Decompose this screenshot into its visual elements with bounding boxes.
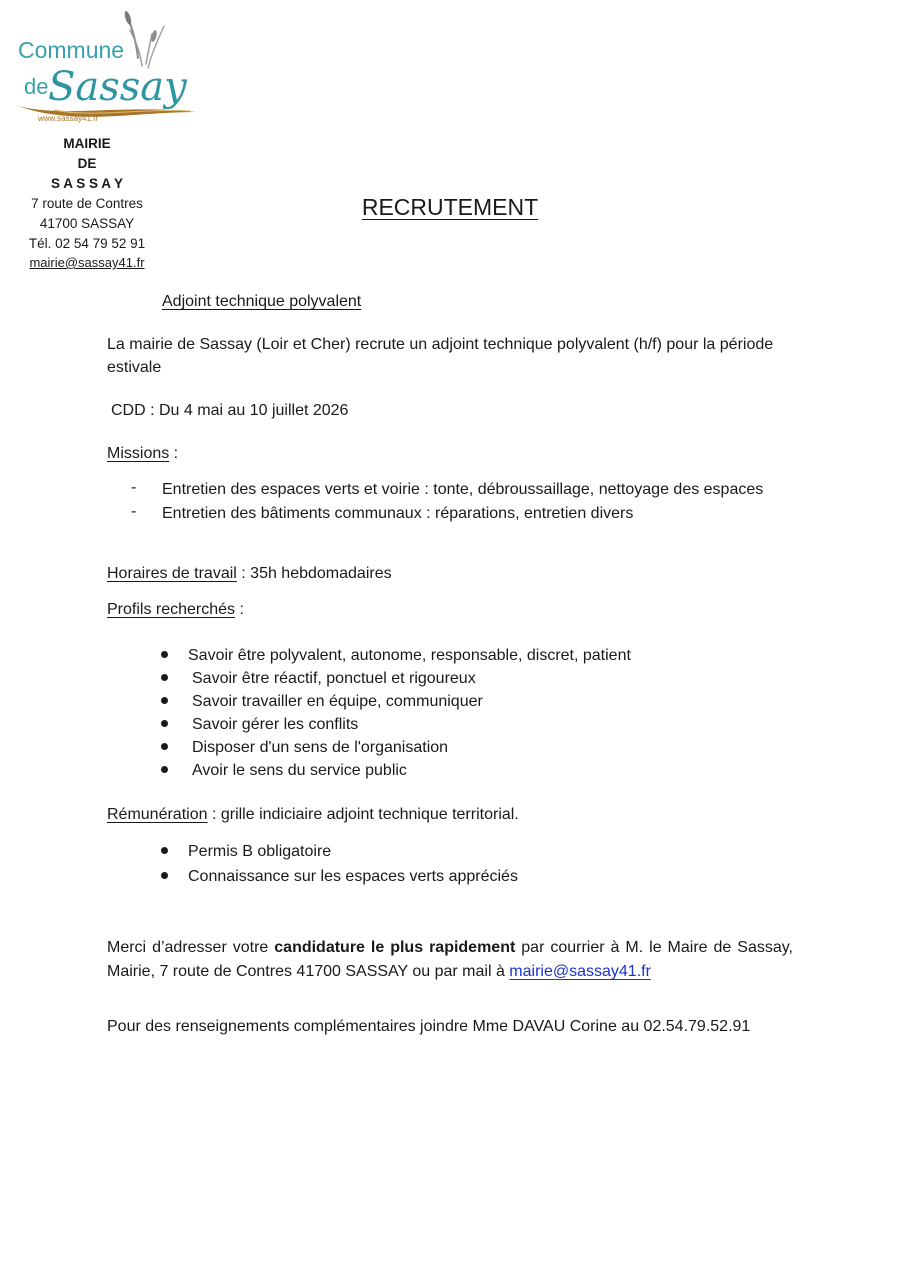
profile-item: Savoir travailler en équipe, communiquer [192, 693, 483, 710]
mission-item: Entretien des bâtiments communaux : réparations, entretien divers [162, 505, 634, 522]
logo-sassay-text: Sassay [48, 64, 187, 110]
bullet-dot [161, 847, 168, 854]
requirement-item: Permis B obligatoire [188, 843, 332, 860]
intro-line-1: La mairie de Sassay (Loir et Cher) recrute un adjoint technique polyvalent (h/f) pour la période [107, 336, 774, 353]
pay-label: Rémunération [107, 806, 208, 823]
profile-item: Disposer d'un sens de l'organisation [192, 739, 449, 756]
profiles-suffix: : [235, 601, 244, 618]
phone-number: Tél. 02 54 79 52 91 [28, 236, 146, 251]
dash-bullet: - [131, 503, 137, 520]
page-title: RECRUTEMENT [361, 194, 539, 220]
hours-value: : 35h hebdomadaires [236, 565, 392, 582]
contact-line: Pour des renseignements complémentaires joindre Mme DAVAU Corine au 02.54.79.52.91 [107, 1018, 751, 1035]
profile-item: Savoir être réactif, ponctuel et rigoureux [192, 670, 476, 687]
missions-label: Missions [107, 445, 170, 462]
reeds-icon [123, 11, 164, 68]
hours-label: Horaires de travail [107, 565, 237, 582]
bullet-dot [161, 766, 168, 773]
requirement-item: Connaissance sur les espaces verts appréciés [188, 868, 518, 885]
application-text-1: Merci d’adresser votre [107, 939, 275, 956]
job-title: Adjoint technique polyvalent [162, 293, 362, 310]
application-paragraph [107, 936, 793, 984]
mairie-label: MAIRIE [63, 136, 111, 151]
intro-line-2: estivale [107, 359, 162, 376]
profile-item: Savoir gérer les conflits [192, 716, 359, 733]
bullet-dot [161, 674, 168, 681]
application-email-link[interactable]: mairie@sassay41.fr [509, 963, 651, 980]
application-emphasis: candidature le plus rapidement [274, 939, 516, 956]
pay-line [107, 803, 519, 826]
profile-item: Savoir être polyvalent, autonome, responsable, discret, patient [188, 647, 631, 664]
bullet-dot [161, 743, 168, 750]
pay-value: : grille indiciaire adjoint technique territorial. [207, 806, 519, 823]
profiles-label: Profils recherchés [107, 601, 236, 618]
bullet-dot [161, 720, 168, 727]
address-street: 7 route de Contres [31, 196, 143, 211]
missions-suffix: : [169, 445, 179, 462]
address-city: 41700 SASSAY [39, 216, 135, 231]
missions-heading [107, 442, 178, 465]
bullet-dot [161, 651, 168, 658]
profiles-heading [107, 598, 244, 621]
bullet-dot [161, 872, 168, 879]
sassay-label: S A S S A Y [50, 176, 124, 191]
hours-line [107, 562, 392, 585]
application-text-2: par courrier à M. le Maire de Sassay, Mairie, 7 route de Contres 41700 SASSAY ou par mail à [107, 939, 794, 980]
mission-item: Entretien des espaces verts et voirie : tonte, débroussaillage, nettoyage des espaces [162, 481, 764, 498]
dash-bullet: - [131, 479, 137, 496]
de-label: DE [77, 156, 97, 171]
commune-de-sassay-logo [14, 8, 200, 126]
profile-item: Avoir le sens du service public [192, 762, 407, 779]
contract-dates: CDD : Du 4 mai au 10 juillet 2026 [111, 402, 349, 419]
logo-url-text: www.sassay41.fr [38, 114, 99, 123]
logo-de-text: de [24, 74, 49, 99]
header-email-link[interactable]: mairie@sassay41.fr [29, 255, 145, 270]
logo-commune-text: Commune [18, 37, 125, 63]
bullet-dot [161, 697, 168, 704]
